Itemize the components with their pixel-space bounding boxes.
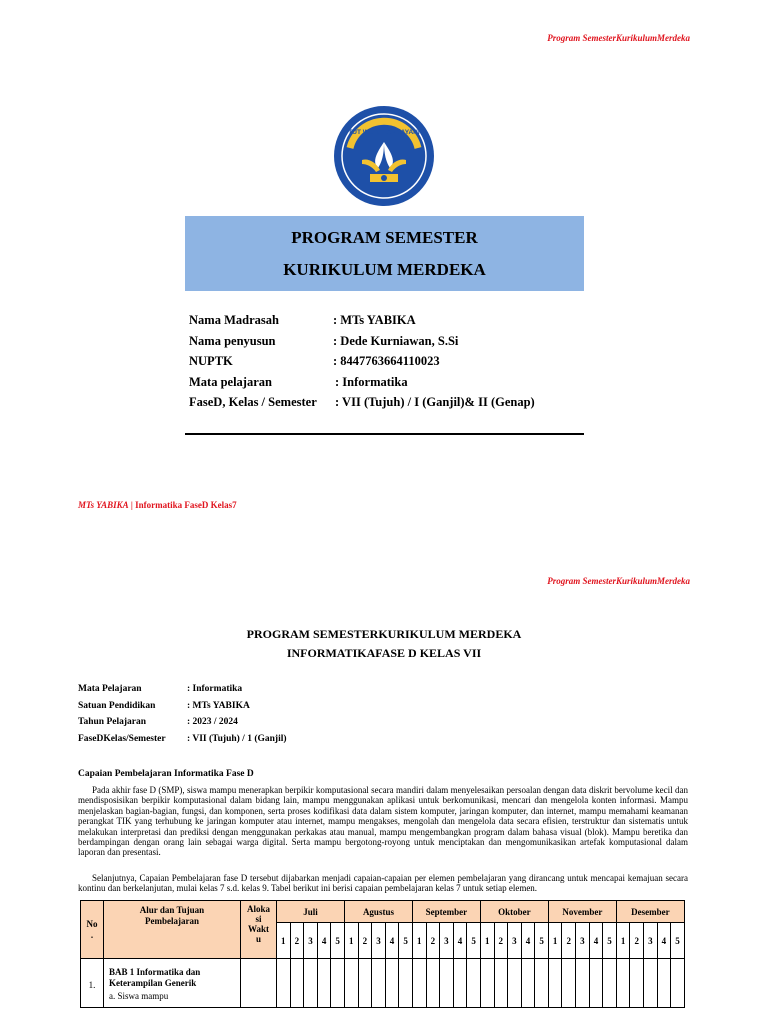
title-line-2: KURIKULUM MERDEKA (283, 260, 486, 279)
page-header: Program SemesterKurikulumMerdeka (547, 576, 690, 586)
row-title: BAB 1 Informatika dan Keterampilan Generik (109, 967, 201, 988)
identity-label: Mata pelajaran (189, 374, 272, 389)
identity-value: : VII (Tujuh) / I (Ganjil)& II (Genap) (335, 395, 535, 409)
subject-info-value: : MTs YABIKA (187, 700, 250, 711)
week-number: 1 (344, 923, 358, 959)
week-number: 2 (358, 923, 372, 959)
week-number: 2 (290, 923, 304, 959)
month-header: November (548, 901, 616, 923)
title-line-1: PROGRAM SEMESTER (291, 228, 478, 247)
identity-label: NUPTK (189, 354, 233, 368)
week-number: 1 (548, 923, 562, 959)
section-heading: Capaian Pembelajaran Informatika Fase D (78, 769, 254, 779)
month-header: September (412, 901, 480, 923)
week-number: 1 (277, 923, 291, 959)
identity-value: : 8447763664110023 (333, 354, 440, 368)
footer-text: | Informatika FaseD Kelas7 (128, 500, 237, 510)
week-number: 4 (589, 923, 603, 959)
week-number: 4 (657, 923, 671, 959)
doc-title-line-1: PROGRAM SEMESTERKURIKULUM MERDEKA (246, 627, 522, 641)
week-number: 3 (508, 923, 522, 959)
month-header: Oktober (480, 901, 548, 923)
title-banner (185, 216, 584, 291)
week-number: 5 (535, 923, 549, 959)
week-number: 3 (440, 923, 454, 959)
page-footer (78, 500, 237, 510)
week-number: 5 (671, 923, 685, 959)
week-number: 1 (480, 923, 494, 959)
paragraph-elements: Selanjutnya, Capaian Pembelajaran fase D tersebut dijabarkan menjadi capaian-capaian per elemen pembelajaran yang dirancang untuk mencapai kemajuan secara kontinu dan berkelanjutan, mulai kelas 7 s.d. kelas 9. Tabel berikut ini berisi capaian pembelajaran kelas 7 untuk setiap elemen. (78, 873, 688, 894)
row-alokasi (241, 959, 277, 1008)
col-header-alur: Alur dan Tujuan Pembelajaran (104, 901, 241, 959)
subject-info-value: : Informatika (187, 684, 243, 694)
identity-label: Nama penyusun (189, 333, 276, 348)
footer-school: MTs YABIKA (78, 500, 129, 510)
week-number: 1 (616, 923, 630, 959)
week-number: 3 (576, 923, 590, 959)
month-header: Agustus (344, 901, 412, 923)
subject-info-label: Mata Pelajaran (78, 684, 142, 694)
week-number: 3 (644, 923, 658, 959)
week-number: 4 (385, 923, 399, 959)
identity-label: FaseD, Kelas / Semester (189, 395, 317, 409)
row-no: 1. (81, 959, 104, 1008)
doc-title-line-2: INFORMATIKAFASE D KELAS VII (286, 646, 482, 660)
page-header: Program SemesterKurikulumMerdeka (547, 33, 690, 43)
paragraph-cp: Pada akhir fase D (SMP), siswa mampu menerapkan berpikir komputasional secara mandiri dalam menyelesaikan persoalan dengan data diskrit bervolume kecil dan mendisposisikan berpikir komputasional dalam bidang lain, mampu menggunakan aplikasi untuk berkomunikasi, mencari dan mengelola konten informasi. Mampu menjelaskan bagian-bagian, fungsi, dan komponen, serta proses kodifikasi data dalam sistem komputer, jaringan komputer, dan internet, mampu memahami keamanan perangkat TIK yang terhubung ke jaringan komputer atau internet, mampu mengakses, mengolah dan mengelola data secara efisien, terstruktur dan sistematis untuk melakukan interpretasi dan prediksi dengan menggunakan perkakas atau manual, mampu mengembangkan program dalam bahasa visual (blok). Mampu beretika dan berdampingan dengan orang lain sebagai warga digital. Serta mampu bergotong-royong untuk menciptakan dan mengomunikasikan artefak komputasional dalam laporan dan presentasi. (78, 785, 688, 858)
subject-info-value: : VII (Tujuh) / 1 (Ganjil) (187, 733, 287, 744)
week-number: 2 (562, 923, 576, 959)
tut-wuri-handayani-logo (332, 104, 436, 208)
week-number: 2 (630, 923, 644, 959)
subject-info-value: : 2023 / 2024 (187, 717, 238, 727)
subject-info-label: Satuan Pendidikan (78, 700, 156, 711)
logo-emblem (332, 104, 436, 208)
week-number: 3 (372, 923, 386, 959)
week-number: 5 (399, 923, 413, 959)
col-header-alokasi: Aloka si Wakt u (241, 901, 277, 959)
svg-text:TUT WURI HANDAYANI: TUT WURI HANDAYANI (348, 129, 420, 136)
schedule-table (80, 900, 685, 1008)
week-number: 2 (426, 923, 440, 959)
week-number: 5 (603, 923, 617, 959)
week-number: 5 (331, 923, 345, 959)
month-header: Juli (277, 901, 345, 923)
week-number: 4 (453, 923, 467, 959)
month-header: Desember (616, 901, 684, 923)
identity-value: : Informatika (335, 374, 408, 389)
table-row (81, 959, 685, 1008)
week-number: 2 (494, 923, 508, 959)
week-number: 4 (521, 923, 535, 959)
identity-value: : Dede Kurniawan, S.Si (333, 333, 459, 348)
week-number: 3 (304, 923, 318, 959)
row-sub: a. Siswa mampu (109, 991, 169, 1001)
week-number: 4 (317, 923, 331, 959)
subject-info-label: FaseDKelas/Semester (78, 733, 166, 744)
week-number: 1 (412, 923, 426, 959)
identity-label: Nama Madrasah (189, 313, 279, 327)
divider (185, 433, 584, 435)
col-header-no: No . (81, 901, 104, 959)
week-number: 5 (467, 923, 481, 959)
identity-value: : MTs YABIKA (333, 313, 416, 327)
subject-info-label: Tahun Pelajaran (78, 717, 147, 727)
row-content (104, 959, 241, 1008)
